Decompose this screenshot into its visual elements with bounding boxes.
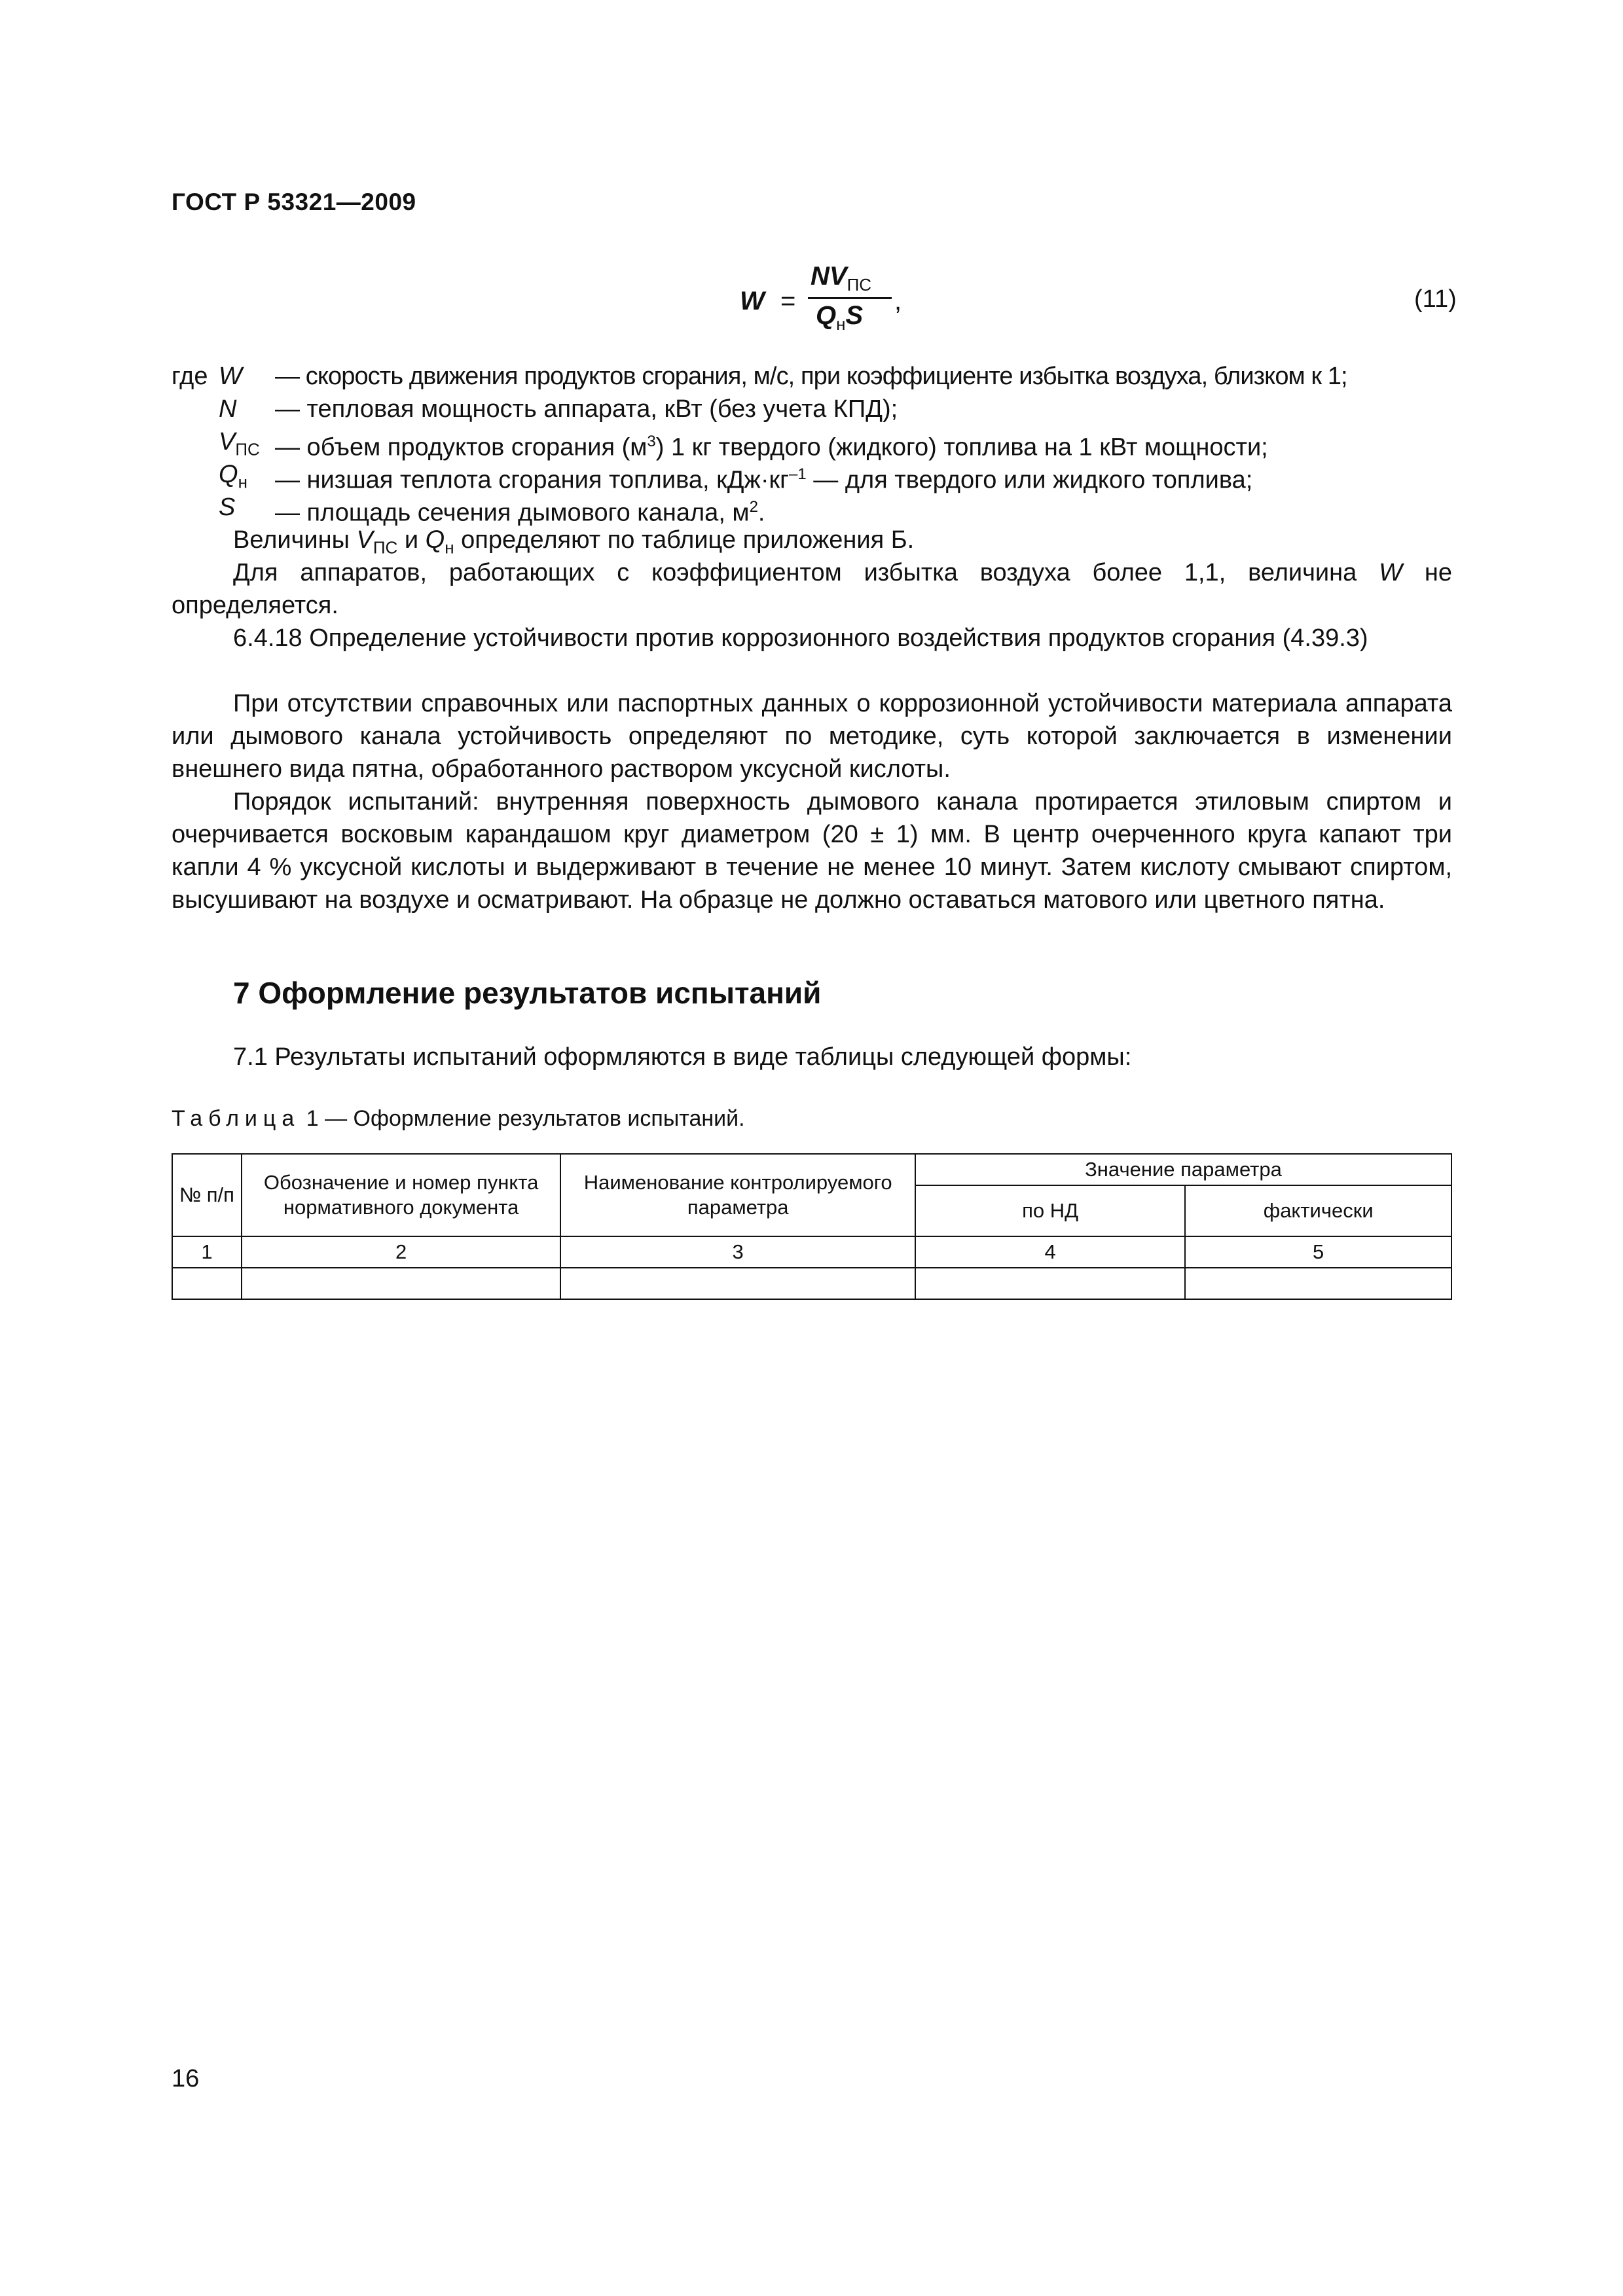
header-cell-number: № п/п [172,1154,242,1236]
column-number-cell: 4 [915,1236,1185,1268]
definition-symbol: $V_{ПС}$ [219,428,260,459]
paragraph-test-procedure: Порядок испытаний: внутренняя поверхность дымового канала протирается этиловым спиртом и очерчивается восковым карандашом круг диаметром (20 ± 1) мм. В центр очерченного круга капают три капли 4 % уксусной кислоты и выдерживают в течение не менее 10 минут. Затем кислоту смывают спиртом, высушивают на воздухе и осматривают. На образце не должно оставаться матового или цветного пятна. [172,788,1452,914]
column-number-cell: 5 [1185,1236,1451,1268]
definitions-lead: где [172,363,208,390]
definition-symbol: N [219,395,237,423]
results-table [172,1153,1452,1300]
definition-symbol: W [219,363,242,390]
definition-text: — скорость движения продуктов сгорания, м/с, при коэффициенте избытка воздуха, близком к 1; [275,363,1347,390]
formula-numerator: $NV_{ПС}$ [811,262,872,295]
empty-cell [172,1268,242,1299]
table-caption [172,1106,745,1132]
formula-comma: , [894,287,902,315]
header-cell-parameter-name: Наименование контролируемого параметра [560,1154,915,1236]
empty-cell [242,1268,561,1299]
table-caption-title: 1 — Оформление результатов испытаний. [300,1106,745,1131]
definition-symbol: S [219,493,236,521]
paragraph-w-not-defined: Для аппаратов, работающих с коэффициентом избытка воздуха более 1,1, величина W не определяется. [172,559,1452,619]
empty-cell [560,1268,915,1299]
formula-lhs: W [740,287,765,315]
formula-denominator: $Q_нS$ [816,301,864,334]
formula-11 [740,262,910,340]
definition-item [172,491,1347,527]
fraction-bar [808,297,892,299]
header-cell-document: Обозначение и номер пункта нормативного документа [242,1154,561,1236]
definition-text: — тепловая мощность аппарата, кВт (без учета КПД); [275,395,898,423]
definitions-list [172,360,1347,527]
paragraph-values-source: Величины $V_{ПС}$ и $Q_н$ определяют по таблице приложения Б. [233,526,915,558]
paragraph-6-4-18: 6.4.18 Определение устойчивости против коррозионного воздействия продуктов сгорания (4.39.3) [233,624,1368,652]
definition-text: — площадь сечения дымового канала, $м^2$. [275,498,765,527]
empty-cell [1185,1268,1451,1299]
definition-item [172,458,1347,494]
header-cell-actual: фактически [1185,1185,1451,1236]
column-number-cell: 2 [242,1236,561,1268]
equation-number: (11) [1414,285,1457,313]
definition-text: — объем продуктов сгорания $(м^3)$ 1 кг твердого (жидкого) топлива на 1 кВт мощности; [275,433,1268,461]
document-header: ГОСТ Р 53321—2009 [172,188,416,215]
definition-symbol: $Q_н$ [219,461,247,492]
definition-item [172,425,1347,461]
page-number: 16 [172,2065,200,2092]
column-number-cell: 1 [172,1236,242,1268]
table-caption-word: Таблица [172,1106,301,1131]
header-cell-parameter-value: Значение параметра [915,1154,1451,1185]
paragraph-corrosion-method: При отсутствии справочных или паспортных данных о коррозионной устойчивости материала аппарата или дымового канала устойчивость определяют по методике, суть которой заключается в изменении внешнего вида пятна, обработанного раствором уксусной кислоты. [172,690,1452,783]
definition-text: — низшая теплота сгорания топлива, $кДж\cdot кг^{-1}$ — для твердого или жидкого топлива; [275,465,1253,494]
definition-item [172,393,1347,425]
column-number-cell: 3 [560,1236,915,1268]
paragraph-7-1: 7.1 Результаты испытаний оформляются в виде таблицы следующей формы: [233,1043,1132,1071]
table-row-empty [172,1268,1451,1299]
formula-equals: = [780,287,796,315]
definition-item [172,360,1347,393]
header-cell-by-nd: по НД [915,1185,1185,1236]
empty-cell [915,1268,1185,1299]
section-heading: 7 Оформление результатов испытаний [233,976,822,1010]
